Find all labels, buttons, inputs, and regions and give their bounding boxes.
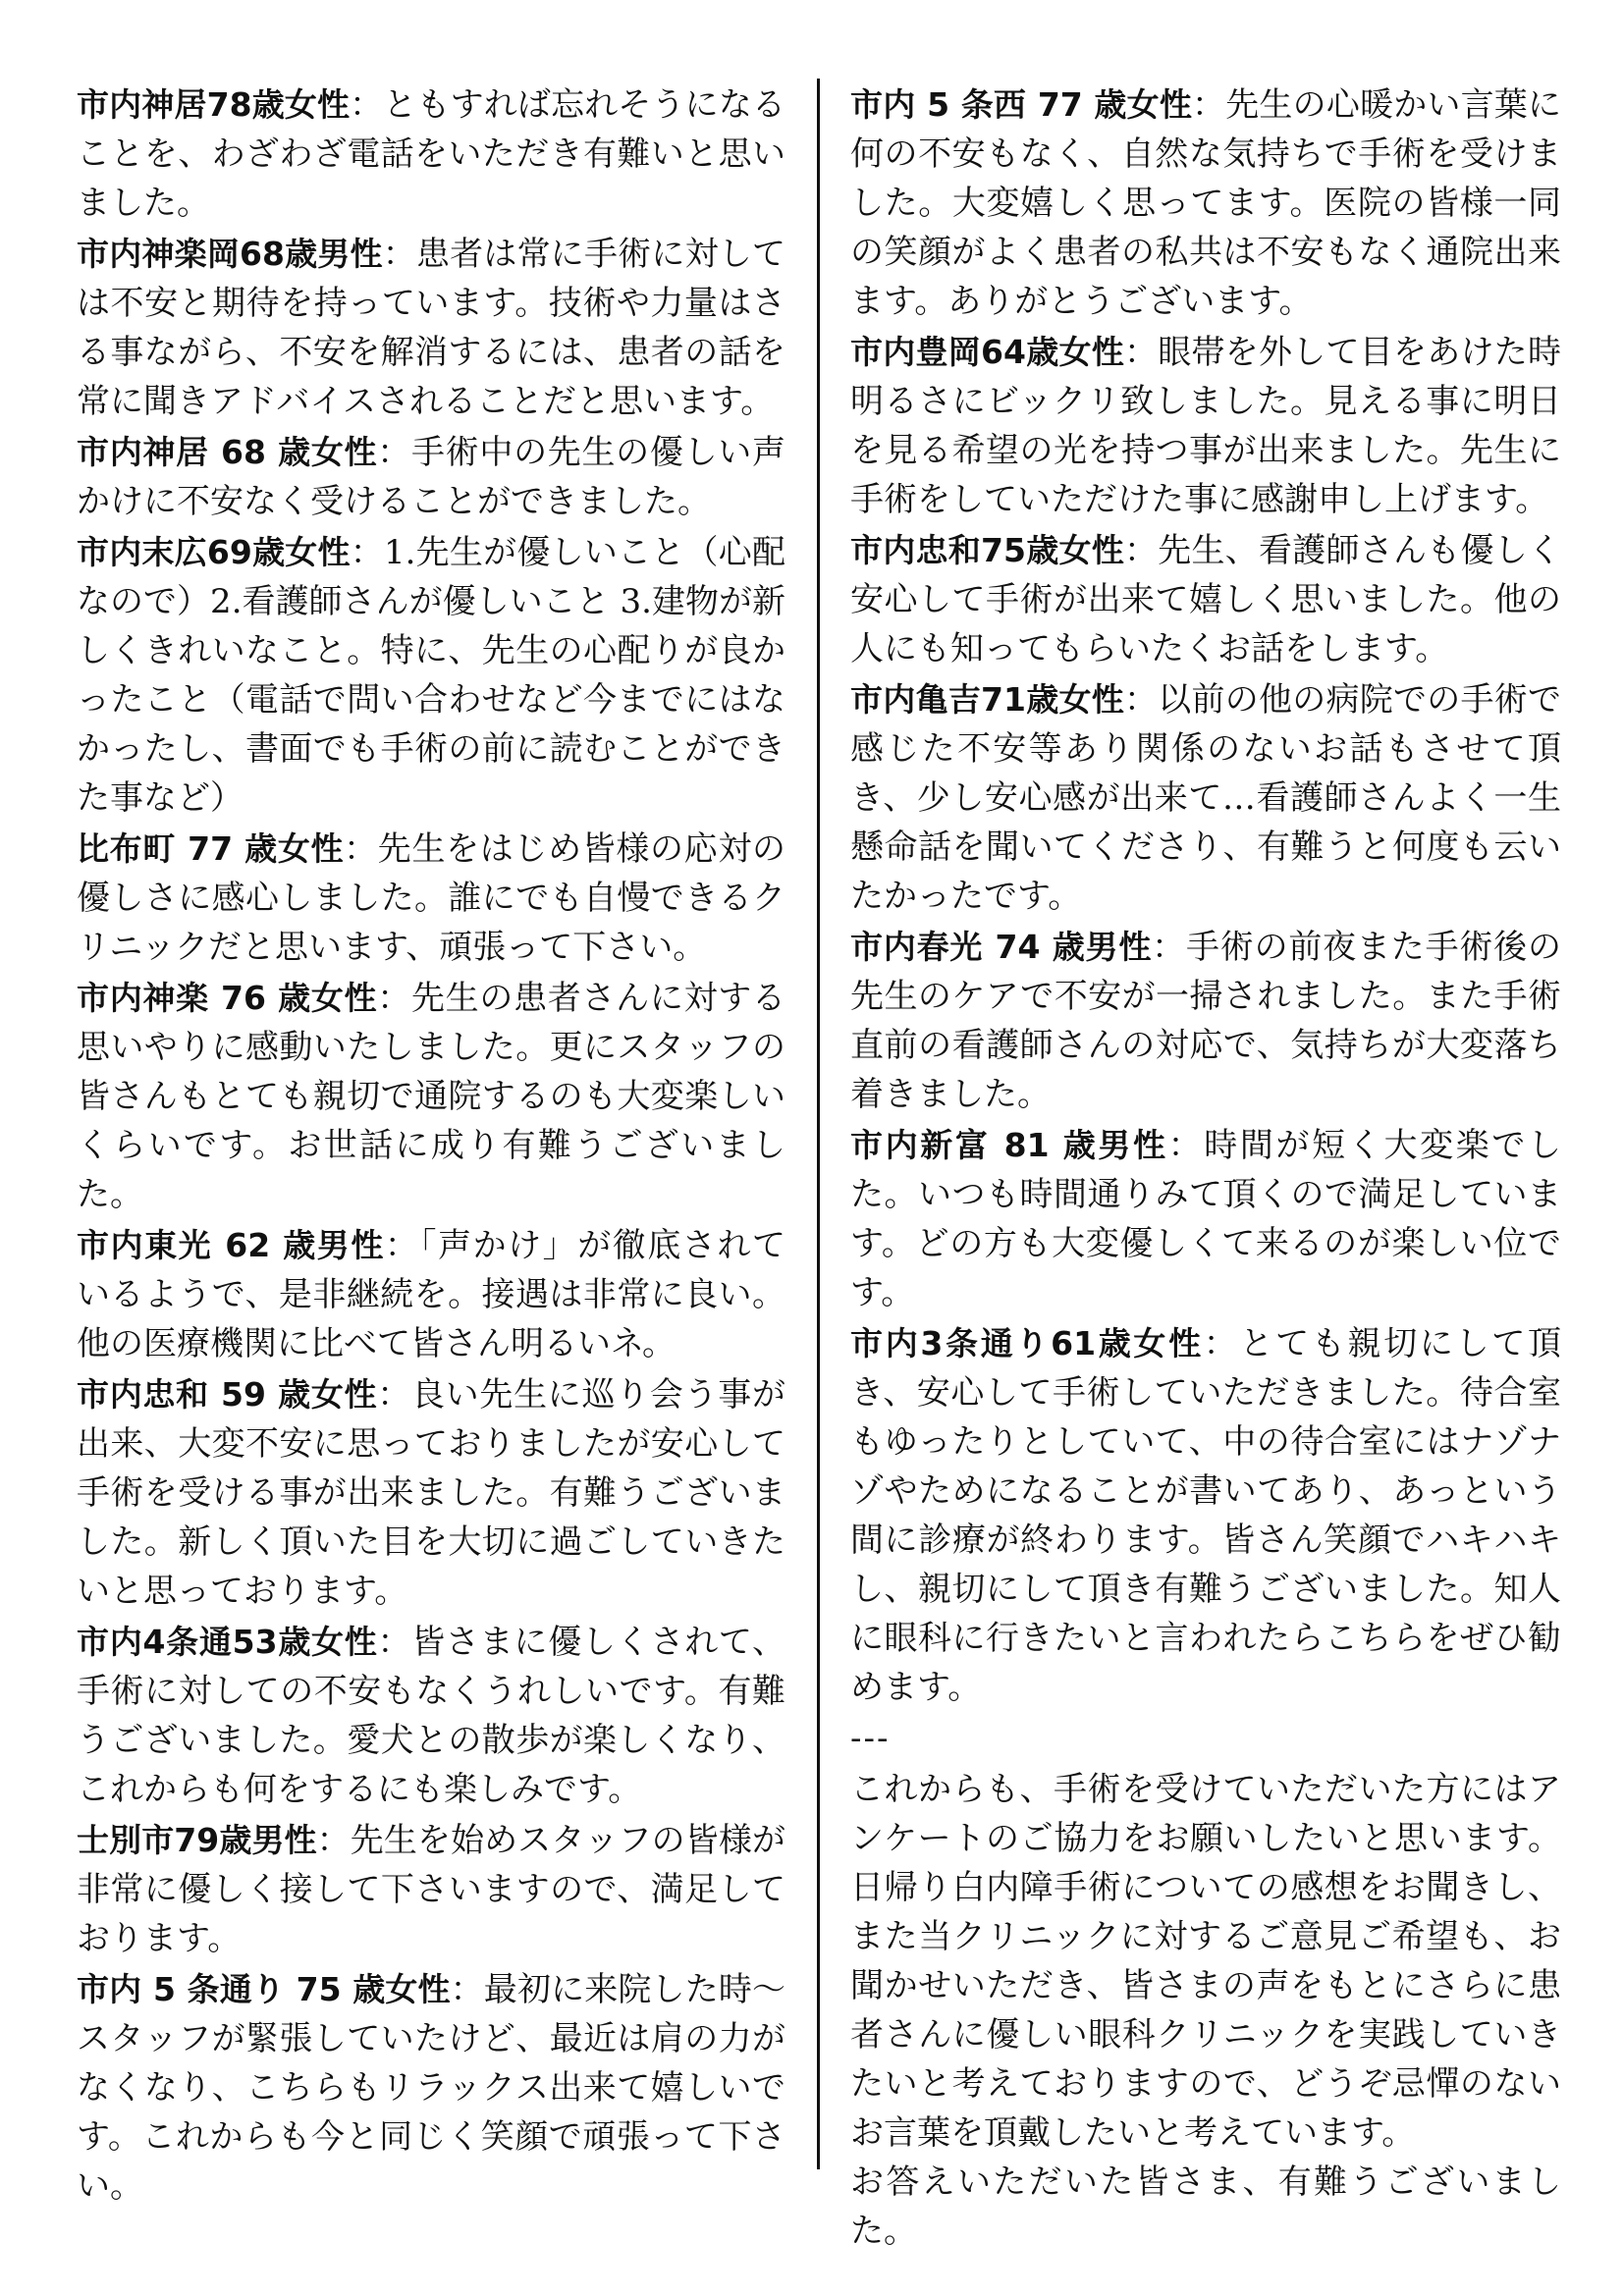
testimonial-text: ：先生、看護師さんも優しく安心して手術が出来て嬉しく思いました。他の人にも知ってもらいたくお話をします。 (850, 531, 1561, 668)
respondent-label: 市内忠和75歳女性 (850, 531, 1124, 569)
testimonial (77, 1816, 785, 1963)
respondent-label: 市内3条通り61歳女性 (850, 1324, 1204, 1362)
respondent-label: 市内末広69歳女性 (77, 533, 351, 571)
testimonial-text: ：最初に来院した時～スタッフが緊張していたけど、最近は肩の力がなくなり、こちらもリラックス出来て嬉しいです。これからも今と同じく笑顔で頑張って下さい。 (77, 1970, 786, 2206)
section-separator: --- (850, 1719, 891, 1758)
testimonial-text: ：手術中の先生の優しい声かけに不安なく受けることができました。 (77, 433, 786, 521)
column-divider (817, 79, 820, 2169)
closing-thanks: お答えいただいた皆さま、有難うございました。 (850, 2163, 1561, 2251)
testimonial (850, 923, 1561, 1119)
testimonial (850, 1319, 1561, 1712)
testimonial-text: ：眼帯を外して目をあけた時明るさにビックリ致しました。見える事に明日を見る希望の光を持つ事が出来ました。先生に手術をしていただけた事に感謝申し上げます。 (850, 333, 1561, 519)
respondent-label: 市内神楽岡68歳男性 (77, 235, 383, 273)
right-column (850, 80, 1561, 2256)
respondent-label: 市内 5 条通り 75 歳女性 (77, 1970, 451, 2008)
respondent-label: 市内春光 74 歳男性 (850, 928, 1153, 966)
testimonial-text: ：以前の他の病院での手術で感じた不安等あり関係のないお話もさせて頂き、少し安心感が出来て…看護師さんよく一生懸命話を聞いてくださり、有難うと何度も云いたかったです。 (850, 680, 1561, 916)
testimonial-text: ：「声かけ」が徹底されているようで、是非継続を。接遇は非常に良い。他の医療機関に比べて皆さん明るいネ。 (77, 1226, 786, 1363)
respondent-label: 市内東光 62 歳男性 (77, 1226, 385, 1264)
testimonial (77, 230, 785, 426)
testimonial (850, 675, 1561, 921)
testimonial-text: ：1.先生が優しいこと（心配なので）2.看護師さんが優しいこと 3.建物が新しくきれいなこと。特に、先生の心配りが良かったこと（電話で問い合わせなど今までにはなかったし、書面でも手術の前に読むことができた事など） (77, 533, 785, 818)
testimonial (850, 328, 1561, 524)
testimonial-text: ：先生の心暖かい言葉に何の不安もなく、自然な気持ちで手術を受けました。大変嬉しく思ってます。医院の皆様一同の笑顔がよく患者の私共は不安もなく通院出来ます。ありがとうございます。 (850, 85, 1562, 321)
respondent-label: 比布町 77 歳女性 (77, 829, 345, 868)
testimonial-text: ：先生をはじめ皆様の応対の優しさに感心しました。誰にでも自慢できるクリニックだと思います、頑張って下さい。 (77, 829, 785, 967)
testimonial-text: ：時間が短く大変楽でした。いつも時間通りみて頂くので満足しています。どの方も大変優しくて来るのが楽しい位です。 (850, 1126, 1562, 1312)
respondent-label: 市内神居 68 歳女性 (77, 433, 378, 471)
testimonial-text: ：とても親切にして頂き、安心して手術していただきました。待合室もゆったりとしていて、中の待合室にはナゾナゾやためになることが書いてあり、あっという間に診療が終わります。皆さん笑顔でハキハキし、親切にして頂き有難うございました。知人に眼科に行きたいと言われたらこちらをぜひ勧めます。 (850, 1324, 1562, 1707)
testimonial-text: ：良い先生に巡り会う事が出来、大変不安に思っておりましたが安心して手術を受ける事が出来ました。有難うございました。新しく頂いた目を大切に過ごしていきたいと思っております。 (77, 1375, 786, 1611)
testimonial-text: ：患者は常に手術に対しては不安と期待を持っています。技術や力量はさる事ながら、不安を解消するには、患者の話を常に聞きアドバイスされることだと思います。 (77, 235, 785, 421)
testimonial (850, 1121, 1561, 1317)
respondent-label: 士別市79歳男性 (77, 1821, 317, 1859)
testimonial (77, 1370, 785, 1616)
respondent-label: 市内神楽 76 歳女性 (77, 979, 378, 1017)
respondent-label: 市内 5 条西 77 歳女性 (850, 85, 1193, 124)
respondent-label: 市内4条通53歳女性 (77, 1623, 378, 1661)
testimonial (850, 80, 1561, 326)
testimonial (77, 974, 785, 1219)
testimonial (77, 1965, 785, 2211)
testimonial (850, 526, 1561, 673)
respondent-label: 市内亀吉71歳女性 (850, 680, 1124, 719)
testimonial-text: ：手術の前夜また手術後の先生のケアで不安が一掃されました。また手術直前の看護師さんの対応で、気持ちが大変落ち着きました。 (850, 928, 1562, 1114)
closing-message (850, 1765, 1561, 2256)
testimonial-text: ：先生の患者さんに対する思いやりに感動いたしました。更にスタッフの皆さんもとても親切で通院するのも大変楽しいくらいです。お世話に成り有難うございました。 (77, 979, 786, 1214)
testimonial (77, 428, 785, 526)
testimonial-text: ：先生を始めスタッフの皆様が非常に優しく接して下さいますので、満足しております。 (77, 1821, 785, 1958)
respondent-label: 市内神居78歳女性 (77, 85, 351, 124)
testimonial-text: ：ともすれば忘れそうになることを、わざわざ電話をいただき有難いと思いました。 (77, 85, 785, 223)
testimonial-text: ：皆さまに優しくされて、手術に対しての不安もなくうれしいです。有難うございました。愛犬との散歩が楽しくなり、これからも何をするにも楽しみです。 (77, 1623, 785, 1809)
testimonial (77, 1618, 785, 1814)
left-column (77, 80, 785, 2213)
testimonial (77, 80, 785, 228)
testimonial (77, 528, 785, 823)
testimonial (77, 825, 785, 972)
respondent-label: 市内忠和 59 歳女性 (77, 1375, 378, 1414)
respondent-label: 市内豊岡64歳女性 (850, 333, 1124, 371)
respondent-label: 市内新富 81 歳男性 (850, 1126, 1168, 1164)
closing-paragraph: これからも、手術を受けていただいた方にはアンケートのご協力をお願いしたいと思います。日帰り白内障手術についての感想をお聞きし、また当クリニックに対するご意見ご希望も、お聞かせいただき、皆さまの声をもとにさらに患者さんに優しい眼科クリニックを実践していきたいと考えておりますので、どうぞ忌憚のないお言葉を頂戴したいと考えています。 (850, 1770, 1561, 2153)
testimonial (77, 1221, 785, 1368)
